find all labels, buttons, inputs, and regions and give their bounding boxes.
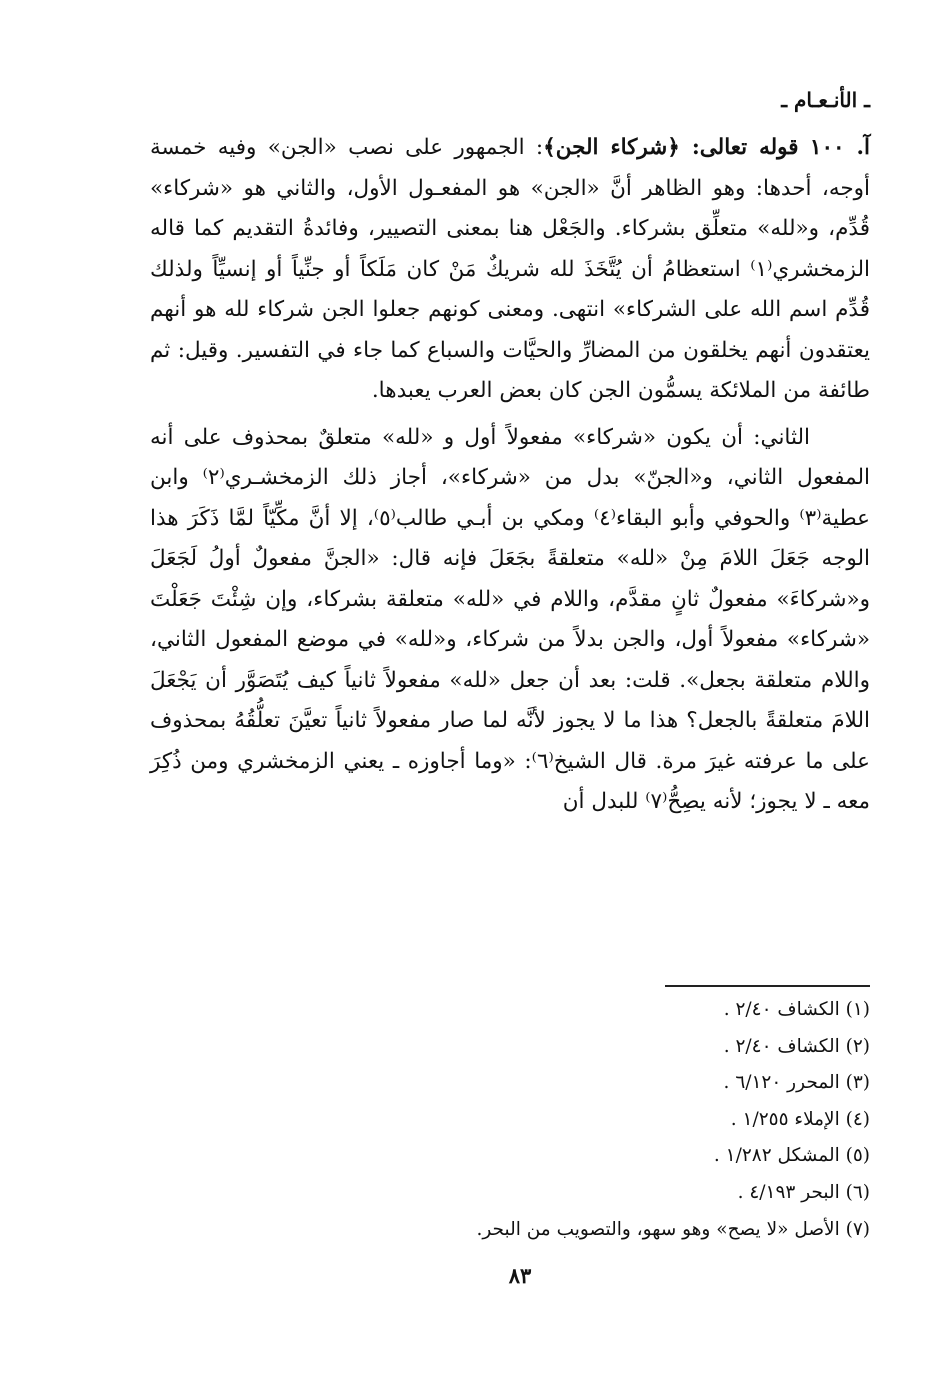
footnote-item: (٦) البحر ٤/١٩٣ . xyxy=(737,1181,870,1203)
footnote-item: (٧) الأصل «لا يصح» وهو سهو، والتصويب من البحر. xyxy=(476,1218,870,1240)
footnote-divider xyxy=(665,985,870,987)
paragraph-1 xyxy=(150,128,870,412)
verse-number: آ. ١٠٠ xyxy=(809,135,870,160)
book-page xyxy=(150,80,870,1330)
footnote-item: (٤) الإملاء ١/٢٥٥ . xyxy=(730,1108,870,1130)
footnote-item: (٣) المحرر ٦/١٢٠ . xyxy=(723,1072,870,1094)
footnote-item: (٢) الكشاف ٢/٤٠ . xyxy=(723,1035,870,1057)
running-title: ـ الأنـعـام ـ xyxy=(781,88,870,112)
paragraph-1-text: : الجمهور على نصب «الجن» وفيه خمسة أوجه، أحدها: وهو الظاهر أنَّ «الجن» هو المفعـول الأول، والثاني هو «شركاء» قُدِّم، و«لله» متعلِّق بشركاء. والجَعْل هنا بمعنى التصيير، وفائدةُ التقديم كما قاله الزمخشري⁽١⁾ استعظامُ أن يُتَّخَذَ لله شريكٌ مَنْ كان مَلَكاً أو جنِّياً أو إنسيِّاً ولذلك قُدِّم اسم الله على الشركاء» انتهى. ومعنى كونهم جعلوا الجن شركاء لله هو أنهم يعتقدون أنهم يخلقون من المضارِّ والحيَّات والسباع كما جاء في التفسير. وقيل: ثم طائفة من الملائكة يسمُّون الجن كان بعض العرب يعبدها. xyxy=(150,135,870,403)
footnote-item: (٥) المشكل ١/٢٨٢ . xyxy=(713,1145,870,1167)
footnote-item: (١) الكشاف ٢/٤٠ . xyxy=(723,999,870,1020)
verse-heading: قوله تعالى: ﴿شركاء الجن﴾ xyxy=(543,135,799,160)
page-number: ٨٣ xyxy=(508,1263,532,1288)
main-text xyxy=(150,128,870,823)
footnotes-list xyxy=(150,992,870,1248)
paragraph-2: الثاني: أن يكون «شركاء» مفعولاً أول و «لله» متعلقٌ بمحذوف على أنه المفعول الثاني، و«الجنّ» بدل من «شركاء»، أجاز ذلك الزمخشـري⁽٢⁾ وابن عطية⁽٣⁾ والحوفي وأبو البقاء⁽٤⁾ ومكي بن أبـي طالب⁽٥⁾، إلا أنَّ مكِّيّاً لمَّا ذَكَرَ هذا الوجه جَعَلَ اللامَ مِنْ «لله» متعلقةً بجَعَلَ فإنه قال: «الجنَّ مفعولٌ أولُ لَجَعَلَ و«شركاءَ» مفعولٌ ثانٍ مقدَّم، واللام في «لله» متعلقة بشركاء، وإن شِئْتَ جَعَلْتَ «شركاء» مفعولاً أول، والجن بدلاً من شركاء، و«لله» في موضع المفعول الثاني، واللام متعلقة بجعل». قلت: بعد أن جعل «لله» مفعولاً ثانياً كيف يُتَصَوَّر أن يَجْعَلَ اللامَ متعلقةً بالجعل؟ هذا ما لا يجوز لأنَّه لما صار مفعولاً ثانياً تعيَّنَ تعلُّقُهُ بمحذوف على ما عرفته غيرَ مرة. قال الشيخ⁽٦⁾: «وما أجاوزه ـ يعني الزمخشري ومن ذُكِرَ معه ـ لا يجوز؛ لأنه يصِحُّ⁽٧⁾ للبدل أن xyxy=(150,424,871,814)
